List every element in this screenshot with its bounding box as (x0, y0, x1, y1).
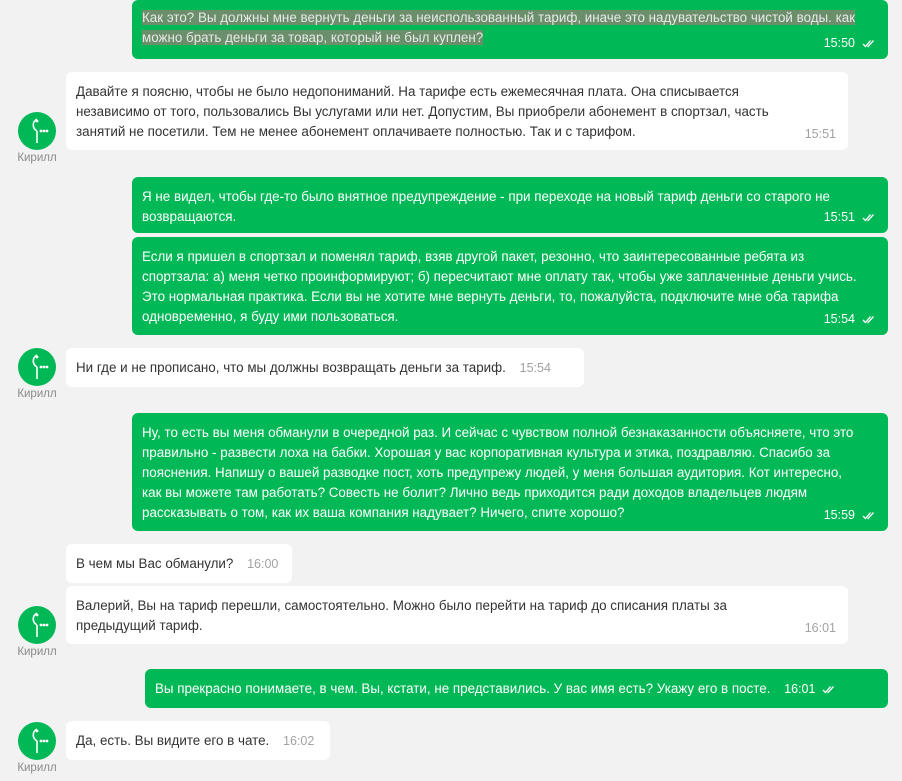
message-meta (247, 556, 278, 572)
message-bubble-outgoing (132, 237, 888, 335)
message-bubble-outgoing (145, 669, 888, 708)
double-check-icon (862, 511, 876, 520)
message-text: Вы прекрасно понимаете, в чем. Вы, кстати, не представились. У вас имя есть? Укажу его в посте. (155, 681, 771, 696)
message-meta (824, 311, 876, 327)
message-bubble-outgoing (132, 0, 888, 59)
message-time: 15:54 (519, 361, 551, 375)
operator-logo-icon (18, 348, 56, 386)
message-text: Валерий, Вы на тариф перешли, самостоятельно. Можно было перейти на тариф до списания платы за предыдущий тариф. (76, 598, 728, 633)
message-text: Ну, то есть вы меня обманули в очередной раз. И сейчас с чувством полной безнаказанности объясняете, что это правильно - развести лоха на бабки. Хорошая у вас корпоративная культура и этика, поздравляю. Спасибо за пояснения. Напишу о вашей разводке пост, хоть предупрежу людей, у меня большая аудитория. Кот интересно, как вы можете там работать? Совесть не болит? Лично ведь приходится ради доходов владельцев людям рассказывать о том, как их ваша компания надувает? Ничего, спите хорошо? (142, 425, 854, 520)
operator-logo-icon (18, 606, 56, 644)
agent-name: Кирилл (17, 152, 57, 164)
message-time: 15:51 (823, 210, 855, 224)
message-text: Если я пришел в спортзал и поменял тариф, взяв другой пакет, резонно, что заинтересованные ребята из спортзала: а) меня четко проинформируют; б) пересчитают мне оплату так, чтобы уже заплаченные деньги учись. Это нормальная практика. Если вы не хотите мне вернуть деньги, то, пожалуйста, подключите мне оба тарифа одновременно, я буду ими пользоваться. (142, 249, 857, 324)
agent-name: Кирилл (17, 646, 57, 658)
message-bubble-incoming (66, 721, 330, 760)
agent-avatar (18, 722, 56, 760)
message-meta (283, 733, 314, 749)
message-bubble-incoming (66, 544, 292, 583)
message-meta (805, 620, 836, 636)
message-time: 16:02 (283, 734, 315, 748)
message-bubble-outgoing (132, 413, 888, 531)
message-text-selected[interactable]: Как это? Вы должны мне вернуть деньги за неиспользованный тариф, иначе это надувательство чистой воды. как можно брать деньги за товар, который не был куплен? (142, 10, 856, 45)
message-bubble-incoming (66, 72, 848, 150)
message-bubble-incoming (66, 586, 848, 644)
message-meta (805, 126, 836, 142)
agent-avatar (18, 112, 56, 150)
agent-avatar (18, 348, 56, 386)
agent-name: Кирилл (17, 762, 57, 774)
message-time: 16:00 (247, 557, 279, 571)
message-time: 15:59 (823, 508, 855, 522)
message-time: 15:50 (823, 36, 855, 50)
message-meta (824, 35, 876, 51)
message-time: 16:01 (784, 682, 816, 696)
message-time: 15:54 (823, 312, 855, 326)
message-time: 16:01 (804, 621, 836, 635)
message-meta (784, 681, 836, 697)
message-text: Ни где и не прописано, что мы должны возвращать деньги за тариф. (76, 360, 506, 375)
message-bubble-incoming (66, 348, 584, 387)
message-meta (824, 209, 876, 225)
double-check-icon (862, 315, 876, 324)
agent-name: Кирилл (17, 388, 57, 400)
message-text: Я не видел, чтобы где-то было внятное предупреждение - при переходе на новый тариф деньги со старого не возвращаются. (142, 189, 830, 224)
message-text: Давайте я поясню, чтобы не было недопониманий. На тарифе есть ежемесячная плата. Она списывается независимо от того, пользовались Вы услугами или нет. Допустим, Вы приобрели абонемент в спортзал, часть занятий не посетили. Тем не менее абонемент оплачиваете полностью. Так и с тарифом. (76, 84, 769, 139)
message-meta (824, 507, 876, 523)
message-text: Да, есть. Вы видите его в чате. (76, 733, 270, 748)
message-meta (520, 360, 551, 376)
operator-logo-icon (18, 112, 56, 150)
message-bubble-outgoing (132, 177, 888, 233)
message-text: В чем мы Вас обманули? (76, 556, 234, 571)
double-check-icon (862, 213, 876, 222)
double-check-icon (862, 39, 876, 48)
agent-avatar (18, 606, 56, 644)
message-time: 15:51 (804, 127, 836, 141)
operator-logo-icon (18, 722, 56, 760)
double-check-icon (822, 685, 836, 694)
